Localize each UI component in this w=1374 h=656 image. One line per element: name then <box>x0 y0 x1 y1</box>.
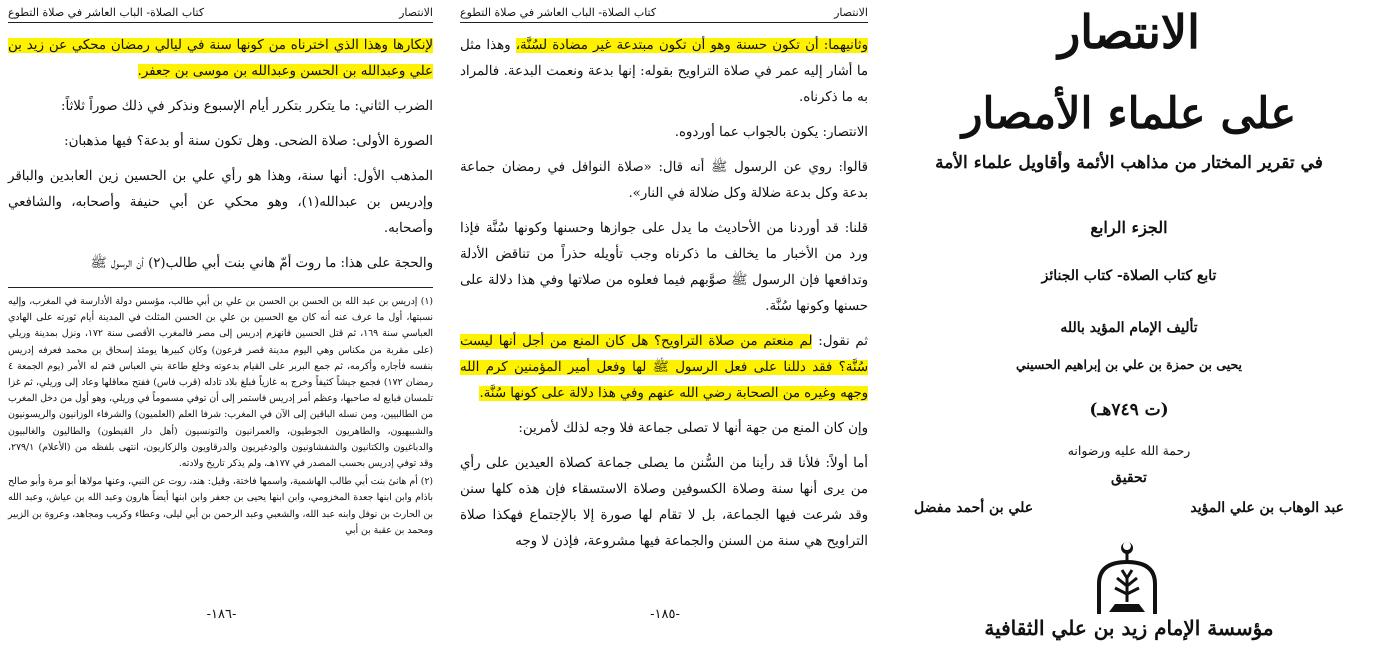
volume-label: الجزء الرابع <box>1090 218 1168 237</box>
paragraph: الانتصار: يكون بالجواب عما أوردوه. <box>674 125 868 140</box>
paragraph: والحجة على هذا: ما روت أمّ هاني بنت أبي طالب(٢) أن الرسول ﷺ <box>90 256 433 271</box>
blessing: رحمة الله عليه ورضوانه <box>1067 443 1191 458</box>
paragraph <box>8 33 433 85</box>
edition-label: تحقيق <box>1111 470 1147 486</box>
paragraph: ثم نقول: لم منعتم من صلاة التراويح؟ هل كان المنع من أجل أنها ليست سُنَّة؟ فقد دللنا على فعل الرسول ﷺ لها وفعل أمير المؤمنين كرم الله وجهه وغيره من الصحابة رضي الله عنهم وفي هذا دلالة على كونها سُنَّة. <box>460 334 868 401</box>
page-body <box>8 33 433 277</box>
highlighted-text: وثانيهما: أن تكون حسنة وهو أن تكون مبتدعة غير مضادة لسُنَّة، <box>515 38 869 53</box>
editor-name: عبد الوهاب بن علي المؤيد <box>1190 500 1344 516</box>
footnote: (٢) أم هانئ بنت أبي طالب الهاشمية، واسمها فاختة، وقيل: هند، روت عن النبي، وعنها مولاها أبو مرة وأبو صالح باذام وابن ابنها جعدة المخزومي، وابن ابنها يحيى بن جعفر وابن ابنها أيضاً هارون وعبد الله بن عياش، وعبد الله بن الحارث بن نوفل وابنه عبد الله، والشعبي وعبد الرحمن بن أبي ليلى، وعطاء وكريب ومجاهد، وعروة بن الزبير ومحمد بن عقبة بن أبي <box>8 476 433 536</box>
footnote-divider <box>8 287 433 288</box>
editor-name: علي بن أحمد مفضل <box>914 500 1034 516</box>
author-name: يحيى بن حمزة بن علي بن إبراهيم الحسيني <box>1015 357 1243 372</box>
footnotes <box>8 294 433 539</box>
page-185 <box>450 0 880 656</box>
highlighted-text: لإنكارها وهذا الذي اخترناه من كونها سنة في ليالي رمضان محكي عن زيد بن علي وعبدالله بن الحسن وعبدالله بن موسى بن جعفر. <box>8 38 433 79</box>
book-title-line-2: على علماء الأمصار <box>961 89 1297 139</box>
header-book-title: الانتصار <box>399 6 433 19</box>
book-subtitle: في تقرير المختار من مذاهب الأئمة وأقاويل علماء الأمة <box>935 153 1323 173</box>
page-number: -١٨٥- <box>650 607 680 622</box>
running-header <box>460 6 868 23</box>
header-chapter: الانتصار <box>834 6 868 19</box>
header-book-title: كتاب الصلاة- الباب العاشر في صلاة التطوع <box>460 6 657 19</box>
paragraph: وإن كان المنع من جهة أنها لا تصلى جماعة فلا وجه لذلك لأمرين: <box>518 421 868 436</box>
paragraph: الصورة الأولى: صلاة الضحى. وهل تكون سنة أو بدعة؟ فيها مذهبان: <box>64 134 433 149</box>
book-title: الانتصار <box>1058 5 1200 59</box>
paragraph: الضرب الثاني: ما يتكرر بتكرر أيام الإسبوع ونذكر في ذلك صوراً ثلاثاً: <box>61 99 433 114</box>
publisher-name: مؤسسة الإمام زيد بن علي الثقافية <box>984 616 1274 640</box>
title-page <box>884 0 1374 656</box>
paragraph: قلنا: قد أوردنا من الأحاديث ما يدل على جوازها وحسنها وكونها سُنَّة فإذا ورد من الأخبار ما يخالف ما ذكرناه وجب تأويله حذراً من تناقض الأدلة وتدافعها فإن الرسول ﷺ صوَّبهم فيما فعلوه من صلاتها وفي هذا دلالة على حسنها وكونها سُنَّة. <box>460 221 868 314</box>
paragraph: قالوا: روي عن الرسول ﷺ أنه قال: «صلاة النوافل في رمضان جماعة بدعة وكل بدعة ضلالة وكل ضلالة في النار». <box>460 160 868 201</box>
highlighted-text: لم منعتم من صلاة التراويح؟ هل كان المنع من أجل أنها ليست سُنَّة؟ فقد دللنا على فعل الرسول ﷺ لها وفعل أمير المؤمنين كرم الله وجهه وغيره من الصحابة رضي الله عنهم وفي هذا دلالة على كونها سُنَّة. <box>460 334 868 401</box>
paragraph: المذهب الأول: أنها سنة، وهذا هو رأي علي بن الحسين زين العابدين والباقر وإدريس بن عبدالله(١)، وهو محكي عن أبي حنيفة وأصحابه، والشافعي وأصحابه. <box>8 169 433 236</box>
editors <box>914 500 1344 516</box>
page-186 <box>0 0 443 656</box>
running-header <box>8 6 433 23</box>
page-number: -١٨٦- <box>206 607 237 622</box>
books-covered: تابع كتاب الصلاة- كتاب الجنائز <box>1041 268 1217 284</box>
author-title: تأليف الإمام المؤيد بالله <box>1060 320 1198 336</box>
paragraph: أما أولاً: فلأنا قد رأينا من السُّنن ما يصلى جماعة كصلاة العيدين على رأي من يرى أنها سنة وصلاة الكسوفين وصلاة الاستسقاء فإن هذه كلها سنن وقد شرعت فيها الجماعة، بل لا تقام لها صورة إلا بالإجتماع فهكذا صلاة التراويح هي سنة من السنن والجماعة فيها مشروعة، فإذن لا وجه <box>460 456 868 549</box>
page-body <box>460 33 868 555</box>
paragraph: وثانيهما: أن تكون حسنة وهو أن تكون مبتدعة غير مضادة لسُنَّة، وهذا مثل ما أشار إليه عمر في صلاة التراويح بقوله: إنها بدعة ونعمت البدعة. فالمراد به ما ذكرناه. <box>460 38 869 105</box>
header-chapter: كتاب الصلاة- الباب العاشر في صلاة التطوع <box>8 6 205 19</box>
death-year: (ت ٧٤٩هـ) <box>1089 400 1169 420</box>
footnote: (١) إدريس بن عبد الله بن الحسن بن الحسن بن علي بن أبي طالب، مؤسس دولة الأدارسة في المغرب، وإليه نسبتها، أول ما عرف عنه أنه كان مع الحسين بن علي بن الحسن المثلث في المدينة أيام ثورته على الهادي العباسي سنة ١٦٩، ثم قتل الحسين فانهزم إدريس إلى مصر فالمغرب الأقصى سنة ١٧٢، ونزل بمدينة وريلي (على مقربة من مكناس وهي اليوم مدينة قصر فرعون) وكان كبيرها يومئذ إسحاق بن محمد فعرفه إدريس بنفسه فأجاره وأكرمه، ثم جمع البربر على القيام بدعوته وخلع طاعة بني العباس فتم له الأمر (يوم الجمعة ٤ رمضان ١٧٢) فجمع جيشاً كثيفاً وخرج به غازياً فبلغ بلاد تادله (قرب فاس) ففتح معاقلها وعاد إلى وريلي، ثم غزا تلمسان فبايع له صاحبها، وعظم أمر إدريس فاستمر إلى أن توفي مسموماً في وريلي، وهو أول من دخل المغرب من الطالبيين، ومن نسله الباقين إلى الآن في المغرب: شرفا العلم (العلميون) والشرفاء الوزانيون والريسونيون والشبيهيون، والطاهريون الجوطيون، والعمرانيون والتونسيون (أهل دار القيطون) والطاليون والغالبيون والدباغيون والكتانيون والشفشاونيون والودغيريون والدرقاويون والزكاريون، انتهى بلفظه من (الأعلام) ٢٧٩/١، وقد توفي إدريس بحسب المصدر في ١٧٧هـ، ولم يذكر تاريخ ولادته. <box>8 296 434 470</box>
publisher-logo-icon <box>1089 540 1165 616</box>
